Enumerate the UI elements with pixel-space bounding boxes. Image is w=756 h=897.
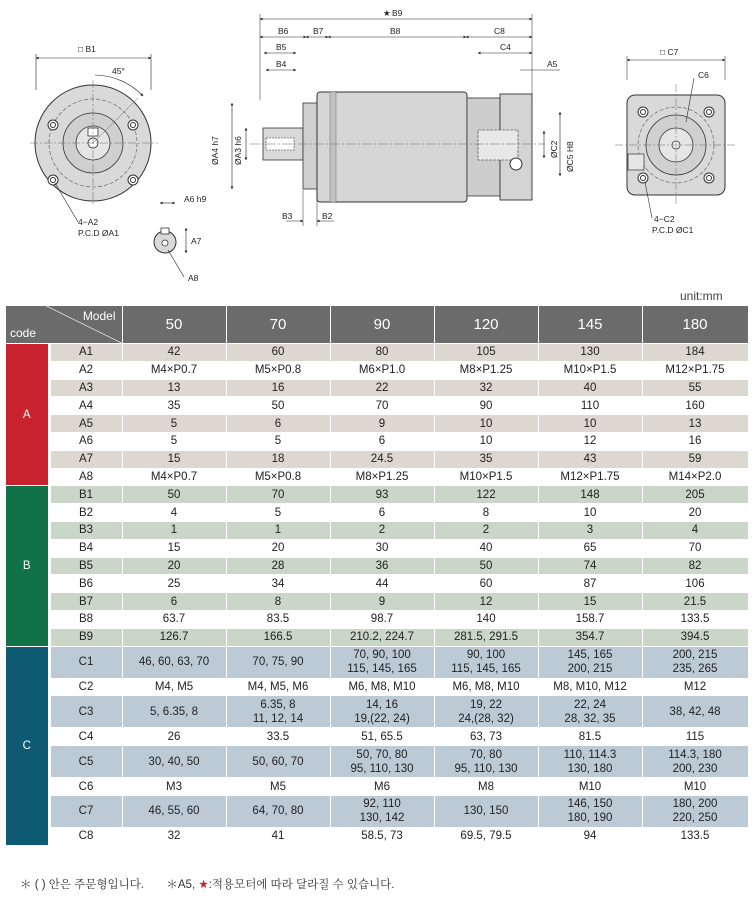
table-cell: 146, 150 180, 190	[538, 795, 642, 827]
table-cell: 55	[642, 379, 748, 397]
table-row	[6, 678, 748, 696]
table-cell: 92, 110 130, 142	[330, 795, 434, 827]
table-cell: 44	[330, 575, 434, 593]
table-row	[6, 539, 748, 557]
table-row	[6, 827, 748, 845]
table-cell: 81.5	[538, 728, 642, 746]
table-cell: 5	[122, 415, 226, 433]
table-cell: 8	[226, 593, 330, 611]
table-cell: 130	[538, 344, 642, 362]
table-cell: 5	[226, 432, 330, 450]
table-cell: 38, 42, 48	[642, 696, 748, 728]
row-code: A8	[49, 468, 122, 486]
b1-label: □ B1	[78, 44, 96, 54]
table-cell: 46, 60, 63, 70	[122, 646, 226, 678]
table-cell: M4×P0.7	[122, 361, 226, 379]
c7-label: □ C7	[660, 47, 679, 57]
table-cell: 63, 73	[434, 728, 538, 746]
table-row	[6, 696, 748, 728]
model-50-header: 50	[122, 306, 226, 344]
table-cell: 94	[538, 827, 642, 845]
table-cell: 133.5	[642, 827, 748, 845]
table-cell: 34	[226, 575, 330, 593]
table-cell: 70	[642, 539, 748, 557]
table-cell: 115	[642, 728, 748, 746]
c2-label: ØC2	[549, 140, 559, 158]
table-row	[6, 746, 748, 778]
table-cell: 140	[434, 610, 538, 628]
table-cell: 6.35, 8 11, 12, 14	[226, 696, 330, 728]
model-70-header: 70	[226, 306, 330, 344]
a4-label: ØA4 h7	[210, 136, 220, 165]
table-cell: M10×P1.5	[434, 468, 538, 486]
b4-label: B4	[276, 59, 287, 69]
table-cell: M12×P1.75	[538, 468, 642, 486]
table-cell: 2	[434, 521, 538, 539]
pcd-c1-label: P.C.D ØC1	[652, 225, 694, 235]
table-row	[6, 778, 748, 796]
table-cell: 13	[642, 415, 748, 433]
table-cell: 70	[226, 486, 330, 504]
a7-label: A7	[191, 236, 202, 246]
table-cell: 50, 60, 70	[226, 746, 330, 778]
table-body	[6, 344, 748, 846]
table-cell: 354.7	[538, 628, 642, 646]
row-code: B4	[49, 539, 122, 557]
row-code: A1	[49, 344, 122, 362]
row-code: C6	[49, 778, 122, 796]
pcd-a1-label: P.C.D ØA1	[78, 228, 119, 238]
note-custom-order: ＊ ( ) 안은 주문형입니다.	[20, 879, 145, 891]
c8-label: C8	[494, 26, 505, 36]
table-cell: M6×P1.0	[330, 361, 434, 379]
table-cell: 69.5, 79.5	[434, 827, 538, 845]
note-prefix: ＊A5,	[166, 879, 199, 891]
table-row	[6, 468, 748, 486]
table-cell: 12	[538, 432, 642, 450]
table-cell: 20	[226, 539, 330, 557]
row-code: C5	[49, 746, 122, 778]
table-cell: 281.5, 291.5	[434, 628, 538, 646]
row-code: B1	[49, 486, 122, 504]
table-cell: M4, M5	[122, 678, 226, 696]
table-cell: 26	[122, 728, 226, 746]
table-cell: 50	[434, 557, 538, 575]
table-cell: 105	[434, 344, 538, 362]
table-row	[6, 432, 748, 450]
row-code: C7	[49, 795, 122, 827]
table-row	[6, 415, 748, 433]
table-cell: 51, 65.5	[330, 728, 434, 746]
table-cell: M8×P1.25	[330, 468, 434, 486]
table-cell: M4, M5, M6	[226, 678, 330, 696]
table-cell: 90, 100 115, 145, 165	[434, 646, 538, 678]
row-code: A4	[49, 397, 122, 415]
table-cell: 133.5	[642, 610, 748, 628]
table-cell: M5×P0.8	[226, 361, 330, 379]
table-cell: 63.7	[122, 610, 226, 628]
table-row	[6, 628, 748, 646]
table-cell: M14×P2.0	[642, 468, 748, 486]
table-cell: 9	[330, 593, 434, 611]
b9-label: B9	[392, 8, 403, 18]
table-cell: 145, 165 200, 215	[538, 646, 642, 678]
note-star-icon: ★	[198, 879, 209, 891]
technical-drawing	[0, 0, 756, 290]
side-view	[210, 8, 575, 226]
table-row	[6, 486, 748, 504]
row-code: C2	[49, 678, 122, 696]
table-cell: M3	[122, 778, 226, 796]
table-cell: 20	[642, 504, 748, 522]
table-cell: 9	[330, 415, 434, 433]
table-cell: M10	[538, 778, 642, 796]
table-cell: M6	[330, 778, 434, 796]
table-cell: 59	[642, 450, 748, 468]
c4-label: C4	[500, 42, 511, 52]
model-90-header: 90	[330, 306, 434, 344]
table-cell: 18	[226, 450, 330, 468]
unit-label: unit:mm	[680, 289, 723, 303]
table-cell: 50	[122, 486, 226, 504]
table-cell: 64, 70, 80	[226, 795, 330, 827]
table-row	[6, 646, 748, 678]
note-motor-dependent: :적용모터에 따라 달라질 수 있습니다.	[208, 879, 395, 891]
table-row	[6, 610, 748, 628]
table-cell: 205	[642, 486, 748, 504]
table-cell: 40	[538, 379, 642, 397]
b6-label: B6	[278, 26, 289, 36]
table-row	[6, 593, 748, 611]
table-cell: 35	[434, 450, 538, 468]
group-a-label: A	[6, 344, 49, 486]
shaft-section	[154, 194, 206, 283]
table-cell: M8×P1.25	[434, 361, 538, 379]
table-cell: 80	[330, 344, 434, 362]
table-cell: 10	[538, 415, 642, 433]
table-cell: 43	[538, 450, 642, 468]
table-cell: 36	[330, 557, 434, 575]
a8-label: A8	[188, 273, 199, 283]
table-cell: 5, 6.35, 8	[122, 696, 226, 728]
table-cell: 19, 22 24,(28, 32)	[434, 696, 538, 728]
table-cell: 82	[642, 557, 748, 575]
header-corner	[6, 306, 122, 344]
table-cell: 60	[434, 575, 538, 593]
table-cell: M4×P0.7	[122, 468, 226, 486]
model-120-header: 120	[434, 306, 538, 344]
table-cell: 58.5, 73	[330, 827, 434, 845]
table-row	[6, 504, 748, 522]
table-cell: 32	[434, 379, 538, 397]
table-cell: 25	[122, 575, 226, 593]
row-code: B8	[49, 610, 122, 628]
table-cell: 24.5	[330, 450, 434, 468]
dimension-table	[6, 306, 749, 846]
table-cell: 4	[642, 521, 748, 539]
table-cell: 83.5	[226, 610, 330, 628]
row-code: A7	[49, 450, 122, 468]
row-code: B7	[49, 593, 122, 611]
table-cell: 126.7	[122, 628, 226, 646]
table-cell: 180, 200 220, 250	[642, 795, 748, 827]
table-cell: 35	[122, 397, 226, 415]
b8-label: B8	[390, 26, 401, 36]
row-code: B6	[49, 575, 122, 593]
table-cell: M12	[642, 678, 748, 696]
table-cell: 20	[122, 557, 226, 575]
table-row	[6, 728, 748, 746]
a3-label: ØA3 h6	[233, 136, 243, 165]
table-cell: 3	[538, 521, 642, 539]
table-cell: 166.5	[226, 628, 330, 646]
table-cell: 200, 215 235, 265	[642, 646, 748, 678]
front-view	[30, 44, 158, 238]
table-cell: 30, 40, 50	[122, 746, 226, 778]
table-cell: 70, 75, 90	[226, 646, 330, 678]
table-cell: M12×P1.75	[642, 361, 748, 379]
table-row	[6, 521, 748, 539]
table-cell: 46, 55, 60	[122, 795, 226, 827]
c5-label: ØC5 H8	[565, 141, 575, 172]
pcd-a-label: 4−A2	[78, 217, 99, 227]
table-cell: 4	[122, 504, 226, 522]
model-180-header: 180	[642, 306, 748, 344]
b5-label: B5	[276, 42, 287, 52]
footnote	[20, 876, 394, 892]
table-cell: 41	[226, 827, 330, 845]
table-cell: 158.7	[538, 610, 642, 628]
table-row	[6, 557, 748, 575]
table-cell: 5	[226, 504, 330, 522]
table-cell: 70, 90, 100 115, 145, 165	[330, 646, 434, 678]
table-cell: 30	[330, 539, 434, 557]
row-code: A3	[49, 379, 122, 397]
c6-label: C6	[698, 70, 709, 80]
b7-label: B7	[313, 26, 324, 36]
table-cell: 42	[122, 344, 226, 362]
table-cell: M6, M8, M10	[434, 678, 538, 696]
row-code: B2	[49, 504, 122, 522]
group-b-label: B	[6, 486, 49, 646]
star-icon: ★	[383, 8, 391, 18]
table-cell: 6	[226, 415, 330, 433]
table-cell: 32	[122, 827, 226, 845]
table-cell: 21.5	[642, 593, 748, 611]
row-code: B9	[49, 628, 122, 646]
table-cell: 15	[122, 539, 226, 557]
row-code: C4	[49, 728, 122, 746]
table-cell: 74	[538, 557, 642, 575]
table-cell: 130, 150	[434, 795, 538, 827]
table-cell: 8	[434, 504, 538, 522]
header-model-label: Model	[82, 309, 116, 323]
table-cell: 70, 80 95, 110, 130	[434, 746, 538, 778]
table-row	[6, 344, 748, 362]
table-row	[6, 397, 748, 415]
table-cell: 50, 70, 80 95, 110, 130	[330, 746, 434, 778]
pcd-c-label: 4−C2	[654, 214, 675, 224]
table-cell: 15	[122, 450, 226, 468]
table-cell: 1	[226, 521, 330, 539]
table-cell: 6	[330, 432, 434, 450]
table-cell: 10	[434, 432, 538, 450]
table-cell: 40	[434, 539, 538, 557]
table-cell: 16	[226, 379, 330, 397]
table-cell: 22	[330, 379, 434, 397]
table-cell: 13	[122, 379, 226, 397]
table-cell: M10	[642, 778, 748, 796]
row-code: C3	[49, 696, 122, 728]
table-cell: 87	[538, 575, 642, 593]
table-cell: 10	[538, 504, 642, 522]
table-cell: 110	[538, 397, 642, 415]
table-cell: 98.7	[330, 610, 434, 628]
table-cell: 93	[330, 486, 434, 504]
table-cell: 15	[538, 593, 642, 611]
table-cell: 6	[330, 504, 434, 522]
row-code: C1	[49, 646, 122, 678]
table-row	[6, 450, 748, 468]
table-cell: 6	[122, 593, 226, 611]
row-code: C8	[49, 827, 122, 845]
header-row	[6, 306, 748, 344]
table-row	[6, 795, 748, 827]
table-cell: 16	[642, 432, 748, 450]
table-cell: 14, 16 19,(22, 24)	[330, 696, 434, 728]
row-code: B5	[49, 557, 122, 575]
table-cell: 60	[226, 344, 330, 362]
table-cell: M8	[434, 778, 538, 796]
table-cell: 114.3, 180 200, 230	[642, 746, 748, 778]
a5-label: A5	[547, 59, 558, 69]
table-cell: 122	[434, 486, 538, 504]
row-code: A2	[49, 361, 122, 379]
group-c-label: C	[6, 646, 49, 845]
row-code: A6	[49, 432, 122, 450]
table-cell: 70	[330, 397, 434, 415]
b2-label: B2	[322, 211, 333, 221]
table-cell: 1	[122, 521, 226, 539]
table-cell: 5	[122, 432, 226, 450]
b3-label: B3	[282, 211, 293, 221]
table-cell: 394.5	[642, 628, 748, 646]
table-cell: M5×P0.8	[226, 468, 330, 486]
table-cell: M6, M8, M10	[330, 678, 434, 696]
table-row	[6, 379, 748, 397]
table-row	[6, 361, 748, 379]
a6-label: A6 h9	[184, 194, 207, 204]
table-cell: 12	[434, 593, 538, 611]
row-code: A5	[49, 415, 122, 433]
table-cell: 10	[434, 415, 538, 433]
table-cell: M8, M10, M12	[538, 678, 642, 696]
header-code-label: code	[10, 326, 37, 340]
table-cell: 210.2, 224.7	[330, 628, 434, 646]
table-cell: 22, 24 28, 32, 35	[538, 696, 642, 728]
table-cell: 184	[642, 344, 748, 362]
table-cell: 106	[642, 575, 748, 593]
table-cell: 90	[434, 397, 538, 415]
table-cell: 50	[226, 397, 330, 415]
table-cell: 65	[538, 539, 642, 557]
angle-label: 45°	[112, 66, 125, 76]
table-cell: 148	[538, 486, 642, 504]
table-cell: 2	[330, 521, 434, 539]
table-row	[6, 575, 748, 593]
row-code: B3	[49, 521, 122, 539]
table-cell: M5	[226, 778, 330, 796]
table-cell: 110, 114.3 130, 180	[538, 746, 642, 778]
model-145-header: 145	[538, 306, 642, 344]
rear-view	[615, 47, 737, 235]
table-cell: 160	[642, 397, 748, 415]
table-cell: 33.5	[226, 728, 330, 746]
table-cell: M10×P1.5	[538, 361, 642, 379]
table-cell: 28	[226, 557, 330, 575]
